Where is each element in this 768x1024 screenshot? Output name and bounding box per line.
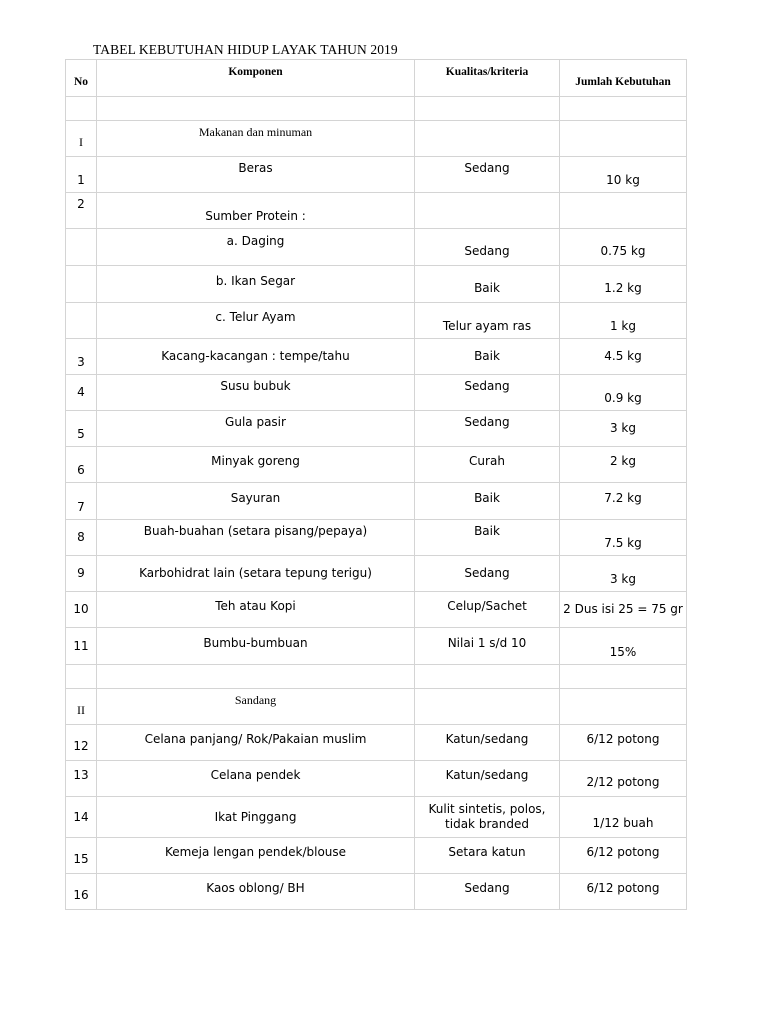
table-row — [66, 229, 687, 266]
cell-no: 12 — [66, 725, 97, 761]
cell-jumlah: 3 kg — [560, 411, 687, 447]
cell-jumlah: 1/12 buah — [560, 797, 687, 838]
cell-jumlah: 6/12 potong — [560, 725, 687, 761]
cell-komponen: Gula pasir — [97, 411, 415, 447]
cell-jumlah: 7.5 kg — [560, 520, 687, 556]
cell-no: 2 — [66, 193, 97, 229]
section-label: Makanan dan minuman — [97, 121, 415, 157]
cell-kualitas: Celup/Sachet — [415, 592, 560, 628]
section-no: I — [66, 121, 97, 157]
table-row — [66, 483, 687, 520]
cell-kualitas: Sedang — [415, 157, 560, 193]
cell-komponen: Sumber Protein : — [97, 193, 415, 229]
cell-no: 11 — [66, 628, 97, 665]
cell-kualitas: Curah — [415, 447, 560, 483]
table-row — [66, 838, 687, 874]
cell-kualitas: Telur ayam ras — [415, 303, 560, 339]
cell-kualitas: Sedang — [415, 411, 560, 447]
cell-jumlah: 6/12 potong — [560, 838, 687, 874]
cell-kualitas: Baik — [415, 339, 560, 375]
table-row — [66, 797, 687, 838]
table-row — [66, 725, 687, 761]
cell-jumlah: 1.2 kg — [560, 266, 687, 303]
table-row — [66, 761, 687, 797]
table-row — [66, 447, 687, 483]
cell-no: 10 — [66, 592, 97, 628]
section-no: II — [66, 689, 97, 725]
cell-kualitas: Sedang — [415, 229, 560, 266]
cell-jumlah: 0.9 kg — [560, 375, 687, 411]
cell-kualitas: Kulit sintetis, polos, tidak branded — [415, 797, 560, 838]
cell-no: 15 — [66, 838, 97, 874]
cell-jumlah: 2 kg — [560, 447, 687, 483]
table-row — [66, 592, 687, 628]
spacer-row — [66, 665, 687, 689]
cell-jumlah: 15% — [560, 628, 687, 665]
cell-no: 13 — [66, 761, 97, 797]
table-row — [66, 556, 687, 592]
cell-no: 5 — [66, 411, 97, 447]
header-row — [66, 60, 687, 97]
cell-jumlah: 3 kg — [560, 556, 687, 592]
cell-komponen: b. Ikan Segar — [97, 266, 415, 303]
cell-kualitas: Nilai 1 s/d 10 — [415, 628, 560, 665]
cell-komponen: Bumbu-bumbuan — [97, 628, 415, 665]
section-label: Sandang — [97, 689, 415, 725]
cell-komponen: Ikat Pinggang — [97, 797, 415, 838]
table-row — [66, 339, 687, 375]
table-row — [66, 266, 687, 303]
cell-kualitas: Baik — [415, 266, 560, 303]
header-kualitas: Kualitas/kriteria — [415, 60, 560, 97]
table-row — [66, 520, 687, 556]
cell-jumlah: 6/12 potong — [560, 874, 687, 910]
rows-sandang — [66, 725, 687, 910]
cell-kualitas: Katun/sedang — [415, 761, 560, 797]
cell-jumlah: 4.5 kg — [560, 339, 687, 375]
cell-no — [66, 266, 97, 303]
cell-komponen: Celana pendek — [97, 761, 415, 797]
cell-no: 6 — [66, 447, 97, 483]
table-row — [66, 375, 687, 411]
cell-kualitas: Baik — [415, 520, 560, 556]
cell-komponen: Teh atau Kopi — [97, 592, 415, 628]
cell-no: 14 — [66, 797, 97, 838]
section-row — [66, 689, 687, 725]
cell-komponen: Kemeja lengan pendek/blouse — [97, 838, 415, 874]
table-row — [66, 411, 687, 447]
cell-no: 3 — [66, 339, 97, 375]
cell-komponen: c. Telur Ayam — [97, 303, 415, 339]
cell-no — [66, 229, 97, 266]
cell-komponen: Minyak goreng — [97, 447, 415, 483]
spacer-row — [66, 97, 687, 121]
cell-kualitas: Katun/sedang — [415, 725, 560, 761]
cell-jumlah: 7.2 kg — [560, 483, 687, 520]
cell-no: 7 — [66, 483, 97, 520]
cell-no: 1 — [66, 157, 97, 193]
cell-komponen: Beras — [97, 157, 415, 193]
cell-kualitas: Sedang — [415, 556, 560, 592]
cell-komponen: Celana panjang/ Rok/Pakaian muslim — [97, 725, 415, 761]
header-komponen: Komponen — [97, 60, 415, 97]
header-no: No — [66, 60, 97, 97]
cell-no: 9 — [66, 556, 97, 592]
table-row — [66, 874, 687, 910]
section-row — [66, 121, 687, 157]
cell-no: 16 — [66, 874, 97, 910]
cell-kualitas — [415, 193, 560, 229]
kebutuhan-table — [65, 59, 687, 910]
table-row — [66, 303, 687, 339]
cell-no — [66, 303, 97, 339]
document-title: TABEL KEBUTUHAN HIDUP LAYAK TAHUN 2019 — [93, 42, 398, 57]
cell-jumlah: 1 kg — [560, 303, 687, 339]
table-row — [66, 628, 687, 665]
table-row — [66, 157, 687, 193]
cell-jumlah: 2/12 potong — [560, 761, 687, 797]
cell-komponen: Susu bubuk — [97, 375, 415, 411]
cell-kualitas: Sedang — [415, 874, 560, 910]
cell-komponen: Karbohidrat lain (setara tepung terigu) — [97, 556, 415, 592]
cell-jumlah — [560, 193, 687, 229]
cell-jumlah: 10 kg — [560, 157, 687, 193]
cell-kualitas: Sedang — [415, 375, 560, 411]
table-row — [66, 193, 687, 229]
cell-komponen: a. Daging — [97, 229, 415, 266]
cell-komponen: Sayuran — [97, 483, 415, 520]
cell-kualitas: Setara katun — [415, 838, 560, 874]
cell-jumlah: 0.75 kg — [560, 229, 687, 266]
cell-komponen: Kaos oblong/ BH — [97, 874, 415, 910]
cell-no: 4 — [66, 375, 97, 411]
cell-komponen: Kacang-kacangan : tempe/tahu — [97, 339, 415, 375]
cell-kualitas: Baik — [415, 483, 560, 520]
rows-makanan — [66, 157, 687, 665]
header-jumlah: Jumlah Kebutuhan — [560, 60, 687, 97]
cell-no: 8 — [66, 520, 97, 556]
cell-komponen: Buah-buahan (setara pisang/pepaya) — [97, 520, 415, 556]
cell-jumlah: 2 Dus isi 25 = 75 gr — [560, 592, 687, 628]
